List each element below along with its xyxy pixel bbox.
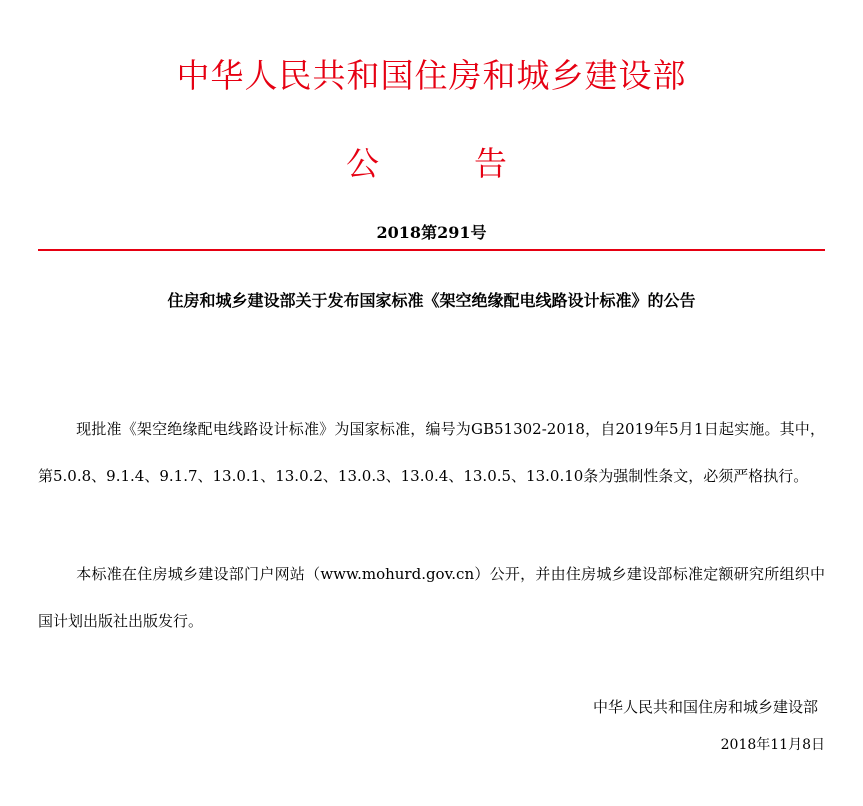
body-paragraph-1-text: 现批准《架空绝缘配电线路设计标准》为国家标准，编号为GB51302-2018，自2019年5月1日起实施。其中，第5.0.8、9.1.4、9.1.7、13.0.1、13.0.2、13.0.3、13.0.4、13.0.5、13.0.10条为强制性条文，必须严格执行。 xyxy=(38,420,825,485)
body-paragraph-2-text: 本标准在住房城乡建设部门户网站（www.mohurd.gov.cn）公开，并由住房城乡建设部标准定额研究所组织中国计划出版社出版发行。 xyxy=(38,565,825,630)
issuing-organization-title: 中华人民共和国住房和城乡建设部 xyxy=(176,56,687,95)
body-paragraph-1 xyxy=(38,406,825,500)
document-number: 2018第291号 xyxy=(376,223,487,242)
notice-title-char-1: 公 xyxy=(346,144,379,183)
announcement-subject: 住房和城乡建设部关于发布国家标准《架空绝缘配电线路设计标准》的公告 xyxy=(167,291,696,310)
red-divider-line xyxy=(38,249,825,251)
signature-organization: 中华人民共和国住房和城乡建设部 xyxy=(592,698,818,716)
body-paragraph-2 xyxy=(38,551,825,645)
signature-date: 2018年11月8日 xyxy=(720,737,825,753)
notice-title-char-2: 告 xyxy=(474,144,507,183)
